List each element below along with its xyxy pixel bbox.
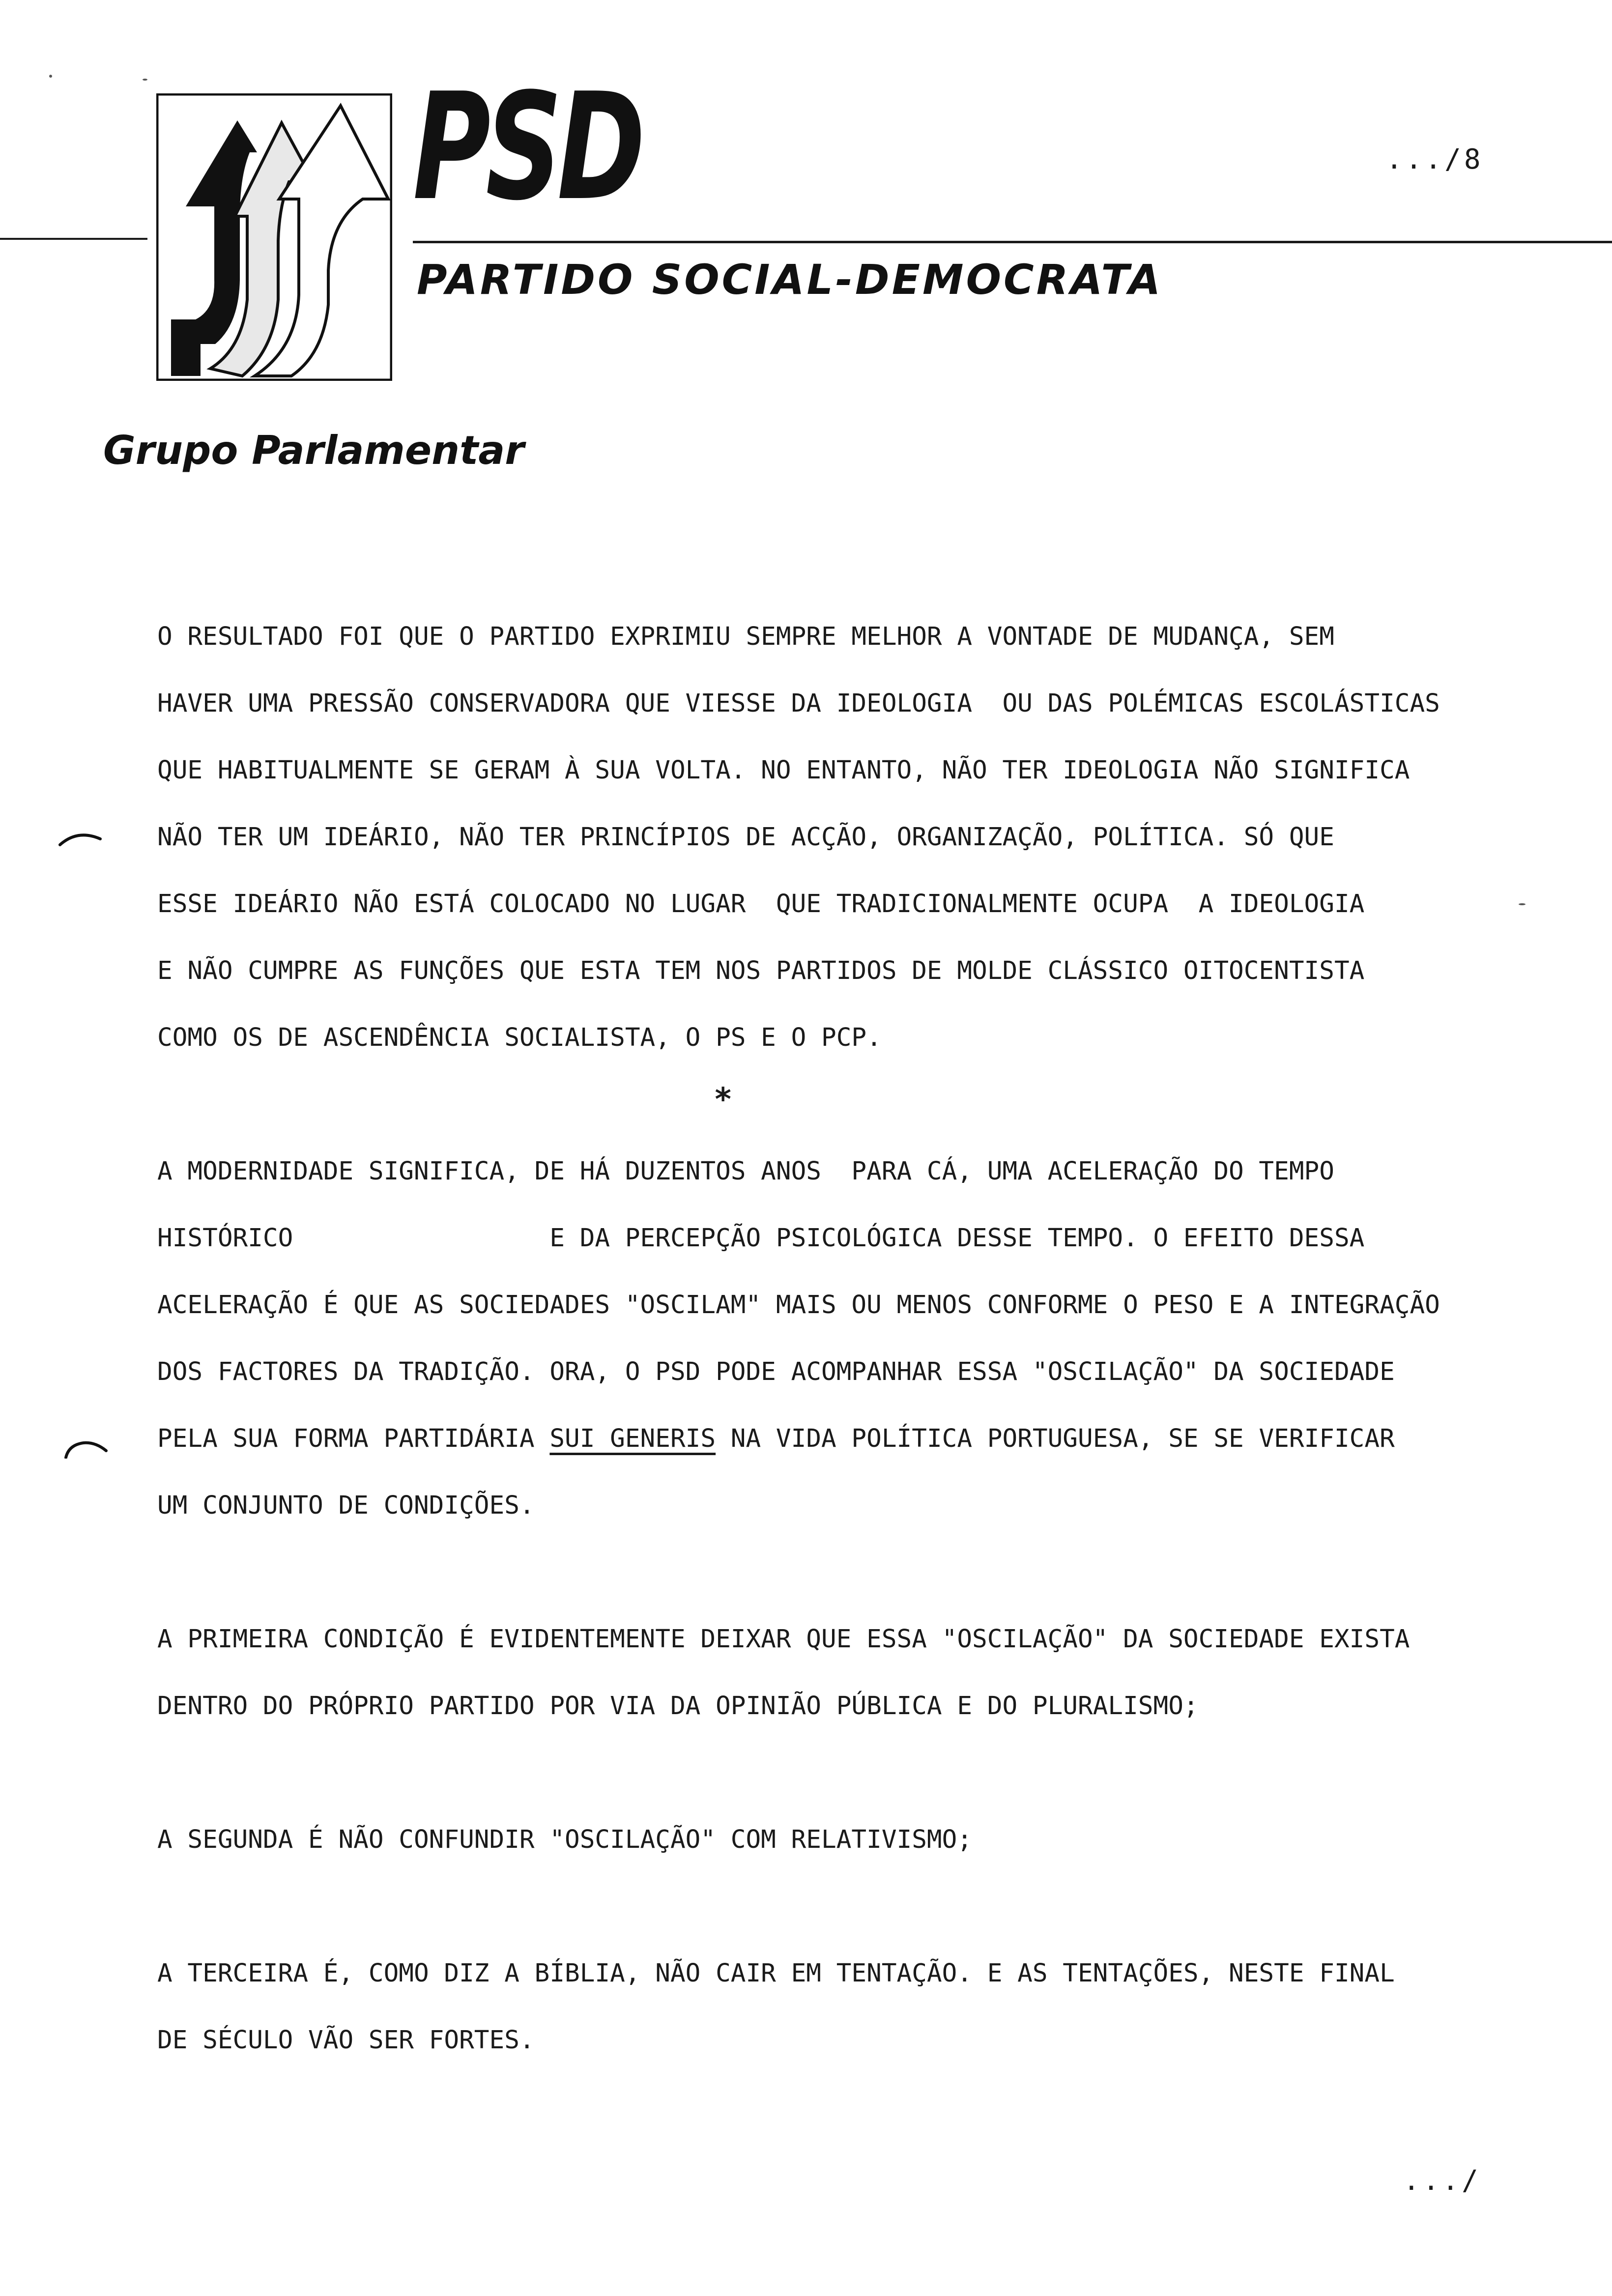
section-separator: * (714, 1082, 733, 1118)
punch-mark-icon (64, 1439, 108, 1459)
body-line-start: PELA SUA FORMA PARTIDÁRIA (157, 1424, 550, 1453)
body-line: DE SÉCULO VÃO SER FORTES. (157, 2026, 535, 2055)
body-line: HAVER UMA PRESSÃO CONSERVADORA QUE VIESSE DA IDEOLOGIA OU DAS POLÉMICAS ESCOLÁSTICAS (157, 689, 1440, 718)
body-line: A MODERNIDADE SIGNIFICA, DE HÁ DUZENTOS ANOS PARA CÁ, UMA ACELERAÇÃO DO TEMPO (157, 1157, 1334, 1186)
body-line: NÃO TER UM IDEÁRIO, NÃO TER PRINCÍPIOS DE ACÇÃO, ORGANIZAÇÃO, POLÍTICA. SÓ QUE (157, 823, 1334, 852)
body-line: A SEGUNDA É NÃO CONFUNDIR "OSCILAÇÃO" COM RELATIVISMO; (157, 1825, 973, 1854)
page-continuation: .../ (1403, 2165, 1481, 2197)
body-line: DENTRO DO PRÓPRIO PARTIDO POR VIA DA OPINIÃO PÚBLICA E DO PLURALISMO; (157, 1692, 1199, 1721)
body-line: ESSE IDEÁRIO NÃO ESTÁ COLOCADO NO LUGAR QUE TRADICIONALMENTE OCUPA A IDEOLOGIA (157, 890, 1365, 918)
group-name: Grupo Parlamentar (103, 428, 524, 473)
body-line: COMO OS DE ASCENDÊNCIA SOCIALISTA, O PS E O PCP. (157, 1023, 882, 1052)
scan-speck (143, 79, 147, 81)
body-line: UM CONJUNTO DE CONDIÇÕES. (157, 1491, 535, 1520)
page-reference: .../8 (1386, 144, 1484, 175)
underlined-latin-phrase: SUI GENERIS (549, 1424, 716, 1453)
party-name: PARTIDO SOCIAL-DEMOCRATA (417, 256, 1163, 304)
body-line: ACELERAÇÃO É QUE AS SOCIEDADES "OSCILAM" MAIS OU MENOS CONFORME O PESO E A INTEGRAÇÃO (157, 1291, 1440, 1320)
scan-speck (1519, 903, 1526, 905)
body-line: A PRIMEIRA CONDIÇÃO É EVIDENTEMENTE DEIXAR QUE ESSA "OSCILAÇÃO" DA SOCIEDADE EXISTA (157, 1625, 1410, 1654)
scan-speck (49, 75, 52, 78)
header-rule-right (413, 241, 1612, 243)
body-line: QUE HABITUALMENTE SE GERAM À SUA VOLTA. NO ENTANTO, NÃO TER IDEOLOGIA NÃO SIGNIFICA (157, 756, 1410, 785)
body-line (157, 1426, 1395, 1451)
body-line: DOS FACTORES DA TRADIÇÃO. ORA, O PSD PODE ACOMPANHAR ESSA "OSCILAÇÃO" DA SOCIEDADE (157, 1357, 1395, 1386)
body-line-end: NA VIDA POLÍTICA PORTUGUESA, SE SE VERIFICAR (716, 1424, 1395, 1453)
body-line: HISTÓRICO E DA PERCEPÇÃO PSICOLÓGICA DESSE TEMPO. O EFEITO DESSA (157, 1224, 1365, 1253)
psd-logo-wordmark: PSD (413, 61, 640, 233)
body-line: A TERCEIRA É, COMO DIZ A BÍBLIA, NÃO CAIR EM TENTAÇÃO. E AS TENTAÇÕES, NESTE FINAL (157, 1959, 1395, 1988)
punch-mark-icon (58, 828, 102, 848)
psd-arrows-logo-icon (156, 93, 392, 381)
body-line: O RESULTADO FOI QUE O PARTIDO EXPRIMIU SEMPRE MELHOR A VONTADE DE MUDANÇA, SEM (157, 622, 1334, 651)
header-rule-left (0, 238, 147, 240)
body-line: E NÃO CUMPRE AS FUNÇÕES QUE ESTA TEM NOS PARTIDOS DE MOLDE CLÁSSICO OITOCENTISTA (157, 956, 1365, 985)
